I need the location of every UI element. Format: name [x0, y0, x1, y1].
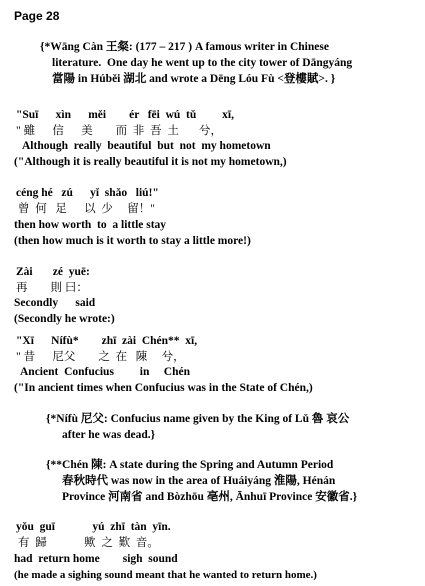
hanzi-line: " 雖 信 美 而 非 吾 土 兮， [16, 125, 222, 137]
footnote-line: {*Wāng Càn 王粲: (177 – 217 ) A famous writer in Chinese [40, 41, 329, 53]
footnote-line: 當陽 in Húběi 湖北 and wrote a Dēng Lóu Fù <登樓賦>. } [52, 73, 336, 85]
footnote-line: literature. One day he went up to the city tower of Dāngyáng [52, 57, 353, 69]
gloss-line: had return home sigh sound [14, 553, 178, 565]
translation-line: (he made a sighing sound meant that he wanted to return home.) [14, 569, 317, 581]
pinyin-line: "Suī xìn měi ér fēi wú tǔ xī, [16, 109, 234, 121]
pinyin-line: "Xī Nífù* zhī zài Chén** xī, [16, 335, 198, 347]
translation-line: (then how much is it worth to stay a little more!) [14, 235, 251, 247]
footnote-line: {**Chén 陳: A state during the Spring and Autumn Period [46, 459, 334, 471]
hanzi-line: 曾 何 足 以 少 留！" [18, 203, 155, 215]
gloss-line: then how worth to a little stay [14, 219, 167, 231]
hanzi-line: " 昔 尼父 之 在 陳 兮， [16, 351, 185, 363]
footnote-line: {*Nífù 尼父: Confucius name given by the King of Lǔ 魯 哀公 [46, 413, 350, 425]
footnote-line: Province 河南省 and Bòzhōu 亳州, Ānhuī Province 安徽省.} [62, 491, 358, 503]
footnote-line: 春秋時代 was now in the area of Huáiyáng 淮陽, Hénán [62, 475, 336, 487]
translation-line: (Secondly he wrote:) [14, 313, 115, 325]
page-number: Page 28 [14, 9, 60, 23]
gloss-line: Ancient Confucius in Chén [20, 366, 190, 378]
pinyin-line: Zài zé yuē: [16, 266, 90, 278]
hanzi-line: 有 歸 歟 之 歎 音。 [18, 537, 159, 549]
translation-line: ("Although it is really beautiful it is not my hometown,) [14, 156, 287, 168]
pinyin-line: yǒu guī yú zhī tàn yīn. [16, 521, 171, 533]
pinyin-line: céng hé zú yǐ shǎo liú!" [16, 187, 159, 199]
translation-line: ("In ancient times when Confucius was in the State of Chén,) [14, 382, 313, 394]
gloss-line: Secondly said [14, 297, 96, 309]
gloss-line: Although really beautiful but not my hometown [22, 140, 271, 152]
hanzi-line: 再 則 曰： [16, 282, 88, 294]
footnote-line: after he was dead.} [62, 429, 156, 441]
